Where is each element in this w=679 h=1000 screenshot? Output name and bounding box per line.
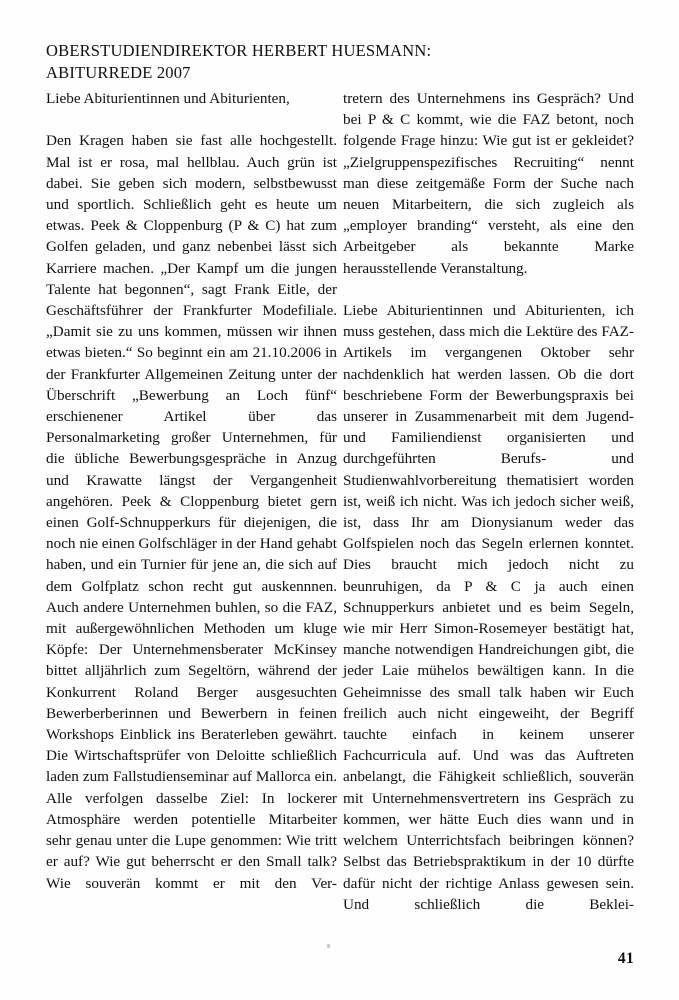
paragraph: Den Kragen haben sie fast alle hochgestellt. Mal ist er rosa, mal hellblau. Auch grün ist dabei. Sie geben sich modern, selbstbewusst und sportlich. Schließlich geht es heute um etwas. Peek & Cloppenburg (P & C) hat zum Golfen geladen, und ganz nebenbei lässt sich Karriere machen. „Der Kampf um die jungen Talente hat begonnen“, sagt Frank Eitle, der Geschäftsführer der Frankfurter Modefiliale. „Damit sie zu uns kommen, müssen wir ihnen etwas bieten.“ So beginnt ein am 21.10.2006 in der Frankfurter Allgemeinen Zeitung unter der Überschrift „Bewerbung an Loch fünf“ erschienener Artikel über das Personalmarketing großer Unternehmen, für die übliche Bewerbungsgespräche in Anzug und Krawatte längst der Vergangenheit angehören. Peek & Cloppenburg bietet gern einen Golf-Schnupperkurs für diejenigen, die noch nie einen Golfschläger in der Hand gehabt haben, und ein Turnier für jene an, die sich auf dem Golfplatz schon recht gut auskennnen. Auch andere Unternehmen buhlen, so die FAZ, mit außergewöhnlichen Methoden um kluge Köpfe: Der Unternehmensberater McKinsey bittet alljährlich zum Segeltörn, während der Konkurrent Roland Berger ausgesuchten Bewerberberinnen und Bewerbern in feinen Workshops Einblick ins Beraterleben gewährt. Die Wirtschaftsprüfer von Deloitte schließlich laden zum Fallstudienseminar auf Mallorca ein. Alle verfolgen dasselbe Ziel: In lockerer Atmosphäre werden potentielle Mitarbeiter sehr genau unter die Lupe genommen: Wie tritt er auf? Wie gut beherrscht er den Small talk? Wie souverän kommt er mit den Ver- (46, 132, 337, 892)
column-right (343, 88, 634, 948)
paragraph: tretern des Unternehmens ins Gespräch? Und bei P & C kommt, wie die FAZ betont, noch folgende Frage hinzu: Wie gut ist er gekleidet? „Zielgruppenspezifisches Recruiting“ nennt man diese zeitgemäße Form der Suche nach neuen Mitarbeitern, die sich zugleich als „employer branding“ versteht, als eine den Arbeitgeber als bekannte Marke herausstellende Veranstaltung. (343, 90, 634, 277)
column-left (46, 88, 337, 948)
page-title-line-2: ABITURREDE 2007 (46, 63, 191, 82)
page-title-line-1: OBERSTUDIENDIREKTOR HERBERT HUESMANN: (46, 41, 432, 60)
salutation-left: Liebe Abiturientinnen und Abiturienten, (46, 90, 290, 107)
column-left-body (46, 88, 337, 915)
column-right-body (343, 88, 634, 936)
paragraph: Liebe Abiturientinnen und Abiturienten, ich muss gestehen, dass mich die Lektüre des FAZ-Artikels im vergangenen Oktober sehr nachdenklich hat werden lassen. Ob die dort beschriebene Form der Bewerbungspraxis bei unserer in Zusammenarbeit mit dem Jugend- und Familiendienst organisierten und durchgeführten Berufs- und Studienwahlvorbereitung thematisiert worden ist, weiß ich nicht. Was ich jedoch sicher weiß, ist, dass Ihr am Dionysianum weder das Golfspielen noch das Segeln erlernen konntet. Dies braucht mich jedoch nicht zu beunruhigen, da P & C ja auch einen Schnupperkurs anbietet und es beim Segeln, wie mir Herr Simon-Rosemeyer bestätigt hat, manche notwendigen Handreichungen gibt, die jeder Laie mühelos bewältigen kann. In die Geheimnisse des small talk haben wir Euch freilich auch nicht eingeweiht, der Begriff tauchte einfach in keinem unserer Fachcurricula auf. Und was das Auftreten anbelangt, die Fähigkeit schließlich, souverän mit Unternehmensvertretern ins Gespräch zu kommen, wer hätte Euch dies wann und in welchem Unterrichtsfach beibringen können? Selbst das Betriebspraktikum in der 10 dürfte dafür nicht der richtige Anlass gewesen sein. Und schließlich die Beklei- (343, 302, 634, 913)
page-number: 41 (617, 950, 634, 967)
scan-artifact (327, 944, 330, 948)
text-columns (46, 88, 634, 948)
page-title (46, 40, 646, 84)
